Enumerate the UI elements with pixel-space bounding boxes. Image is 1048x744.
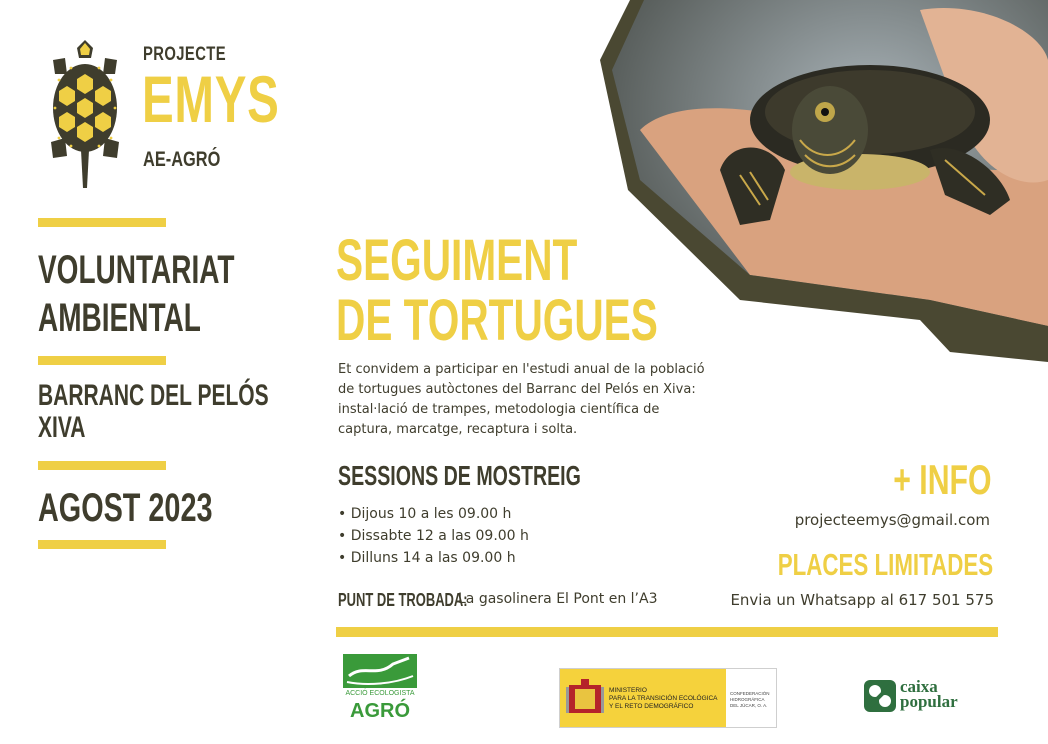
turtle-in-hand-photo [600,0,1048,370]
coat-of-arms-icon [566,677,604,719]
caixa-popular-logo [864,677,958,716]
location-line2: XIVA [38,411,86,444]
info-heading: + INFO [893,456,992,503]
intro-paragraph: Et convidem a participar en l'estudi anual de la població de tortugues autòctones del Barranc del Pelós en Xiva: instal·lació de trampes, metodologia científica de captura, marcatge, recaptura i solta. [338,362,705,437]
whatsapp-contact[interactable]: Envia un Whatsapp al 617 501 575 [730,591,994,609]
agro-name: AGRÓ [350,700,410,722]
logo-subtitle: AE-AGRÓ [143,148,221,171]
main-title-line1: SEGUIMENT [336,228,578,293]
sessions-list [338,503,529,569]
agro-subtitle: ACCIÓ ECOLOGISTA [345,690,415,697]
session-item: • Dilluns 14 a las 09.00 h [338,547,529,569]
info-block [855,458,992,502]
left-divider [38,540,166,549]
session-item: • Dissabte 12 a las 09.00 h [338,525,529,547]
meeting-point-value: La gasolinera El Pont en l’A3 [458,591,658,607]
agro-logo [343,654,417,730]
sessions-heading: SESSIONS DE MOSTREIG [338,460,581,491]
caixa-popular-icon [864,680,896,712]
location-line1: BARRANC DEL PELÓS [38,379,269,412]
left-divider [38,356,166,365]
contact-email-link[interactable]: projecteemys@gmail.com [794,511,990,529]
bottom-divider [336,627,998,637]
ministry-logo [559,668,777,728]
places-limited-text: PLACES LIMITADES [777,547,993,582]
voluntariat-heading-line1: VOLUNTARIAT [38,248,235,292]
logo-emys-text: EMYS [142,62,280,136]
event-date: AGOST 2023 [38,486,213,530]
caixa-popular-text: caixa popular [900,677,958,711]
main-title-line2: DE TORTUGUES [336,288,658,353]
turtle-logo-icon [45,38,125,198]
meeting-point-label: PUNT DE TROBADA: [338,590,468,610]
ministry-text: MINISTERIO PARA LA TRANSICIÓN ECOLÓGICA Y EL RETO DEMOGRÁFICO [609,687,718,710]
places-limited-wrap [694,548,993,582]
session-item: • Dijous 10 a les 09.00 h [338,503,529,525]
voluntariat-heading-line2: AMBIENTAL [38,296,201,340]
left-divider [38,461,166,470]
confederacion-text: CONFEDERACIÓN HIDROGRÁFICA DEL JÚCAR, O. A. [730,691,770,708]
logo-projecte-text: PROJECTE [143,44,227,65]
left-divider [38,218,166,227]
